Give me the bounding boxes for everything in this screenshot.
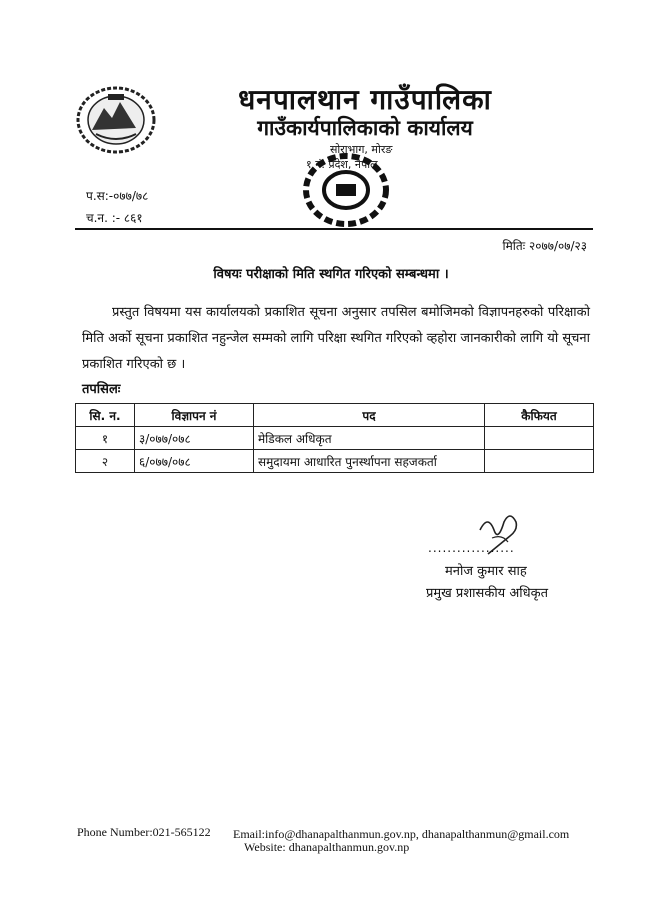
column-header-serial: सि. न.	[76, 404, 135, 427]
cell-post: मेडिकल अधिकृत	[254, 427, 485, 450]
municipality-name: धनपालथान गाउँपालिका	[238, 83, 492, 116]
column-header-post: पद	[254, 404, 485, 427]
footer-website: Website: dhanapalthanmun.gov.np	[244, 840, 410, 854]
signature-line: ..................	[428, 541, 515, 555]
cell-ad-number: ६/०७७/०७८	[135, 450, 254, 473]
cell-serial: १	[76, 427, 135, 450]
table-header-row	[76, 404, 594, 427]
dispatch-number: च.न. :- ८६१	[86, 211, 143, 225]
document-date: मितिः २०७७/०७/२३	[502, 239, 587, 253]
cell-ad-number: ३/०७७/०७८	[135, 427, 254, 450]
reference-number: प.स:-०७७/७८	[86, 189, 149, 203]
footer-phone: Phone Number:021-565122	[77, 825, 211, 839]
office-name: गाउँकार्यपालिकाको कार्यालय	[257, 116, 473, 140]
municipality-emblem-icon	[74, 84, 158, 156]
vacancy-table	[75, 403, 594, 473]
cell-post: समुदायमा आधारित पुनर्स्थापना सहजकर्ता	[254, 450, 485, 473]
cell-remarks	[485, 450, 594, 473]
table-row	[76, 427, 594, 450]
body-paragraph: प्रस्तुत विषयमा यस कार्यालयको प्रकाशित सूचना अनुसार तपसिल बमोजिमको विज्ञापनहरुको परिक्षाको मिति अर्को सूचना प्रकाशित नहुन्जेल सम्मको लागि परिक्षा स्थगित गरिएको व्हहोरा जानकारीको लागि यो सूचना प्रकाशित गरिएको छ ।	[82, 305, 590, 372]
column-header-ad-number: विज्ञापन नं	[135, 404, 254, 427]
table-row	[76, 450, 594, 473]
address-line-2: १ नं. प्रदेश, नेपाल	[306, 158, 378, 171]
column-header-remarks: कैफियत	[485, 404, 594, 427]
address-line-1: सोराभाग, मोरङ	[330, 143, 393, 156]
cell-remarks	[485, 427, 594, 450]
cell-serial: २	[76, 450, 135, 473]
signer-name: मनोज कुमार साह	[445, 564, 527, 579]
subject-line: विषयः परीक्षाको मिति स्थगित गरिएको सम्बन्धमा ।	[213, 267, 449, 282]
footer-email: Email:info@dhanapalthanmun.gov.np, dhanapalthanmun@gmail.com	[233, 827, 570, 841]
details-label: तपसिलः	[82, 382, 121, 397]
signer-designation: प्रमुख प्रशासकीय अधिकृत	[426, 586, 549, 601]
header-divider	[75, 228, 593, 230]
office-stamp-icon	[296, 150, 396, 228]
